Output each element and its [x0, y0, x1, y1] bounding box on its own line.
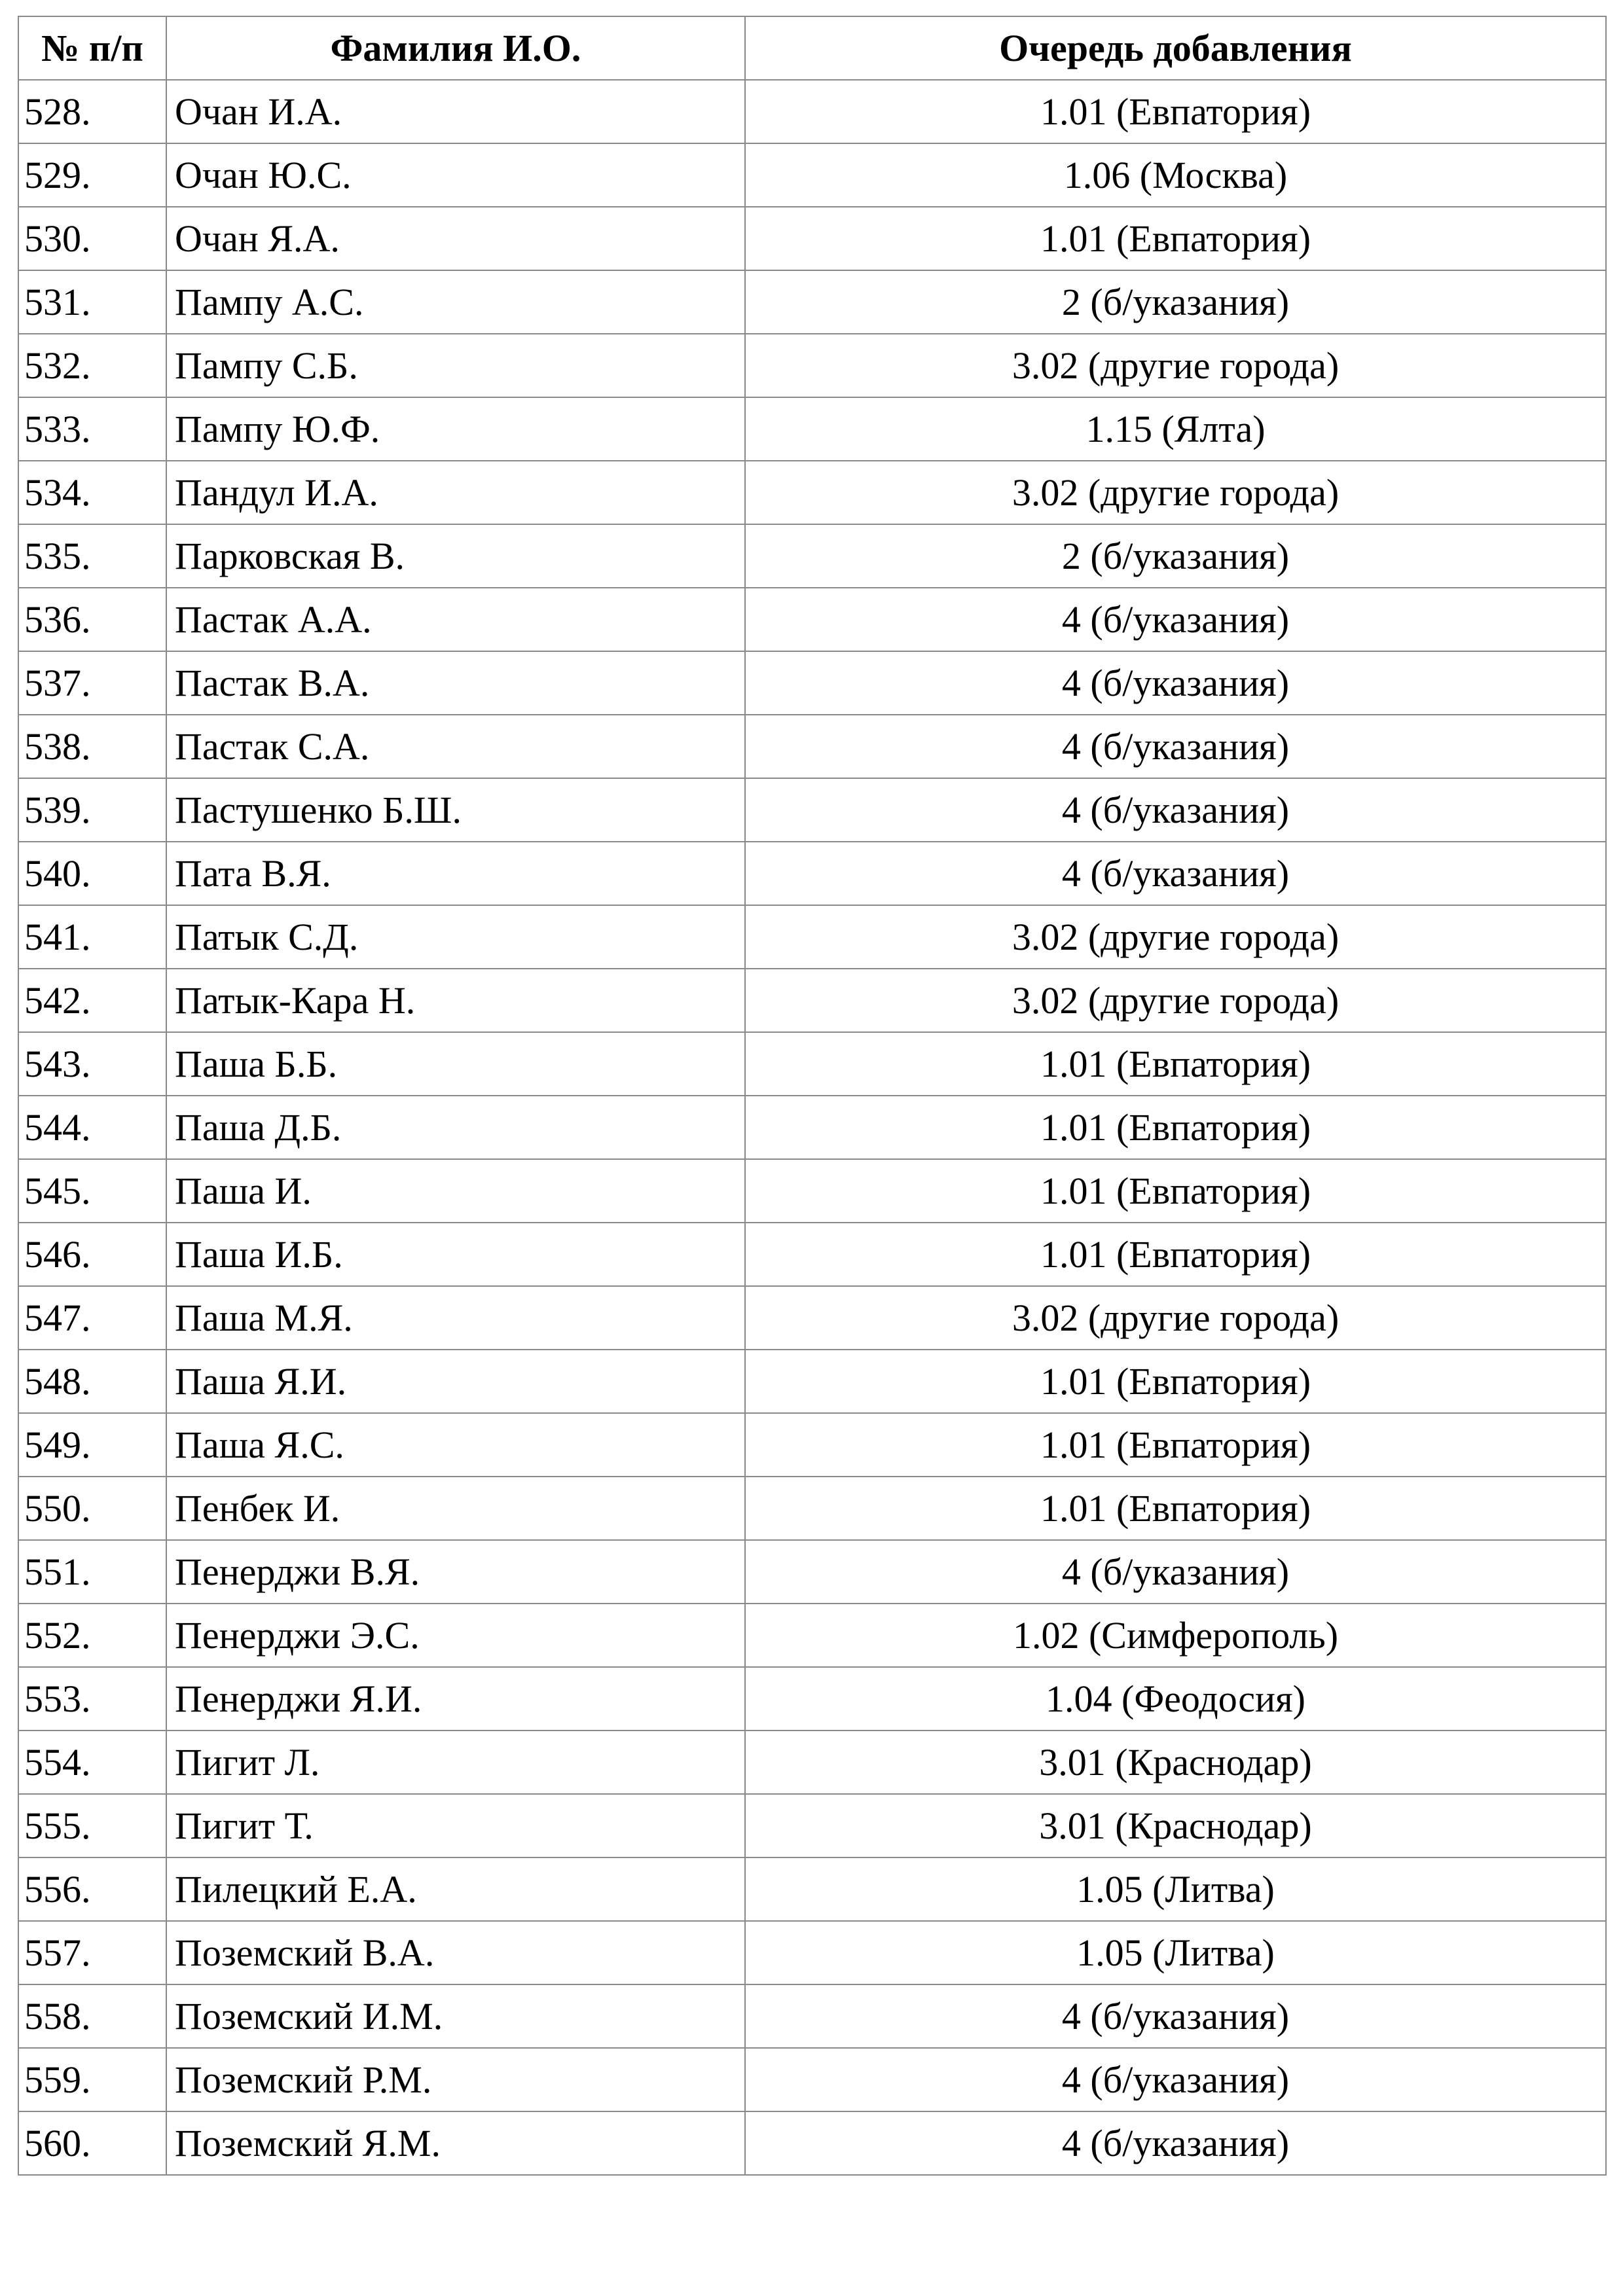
row-name-cell: Очан Ю.С. [166, 143, 745, 207]
row-number-cell: 530. [18, 207, 166, 270]
registry-table [18, 16, 1607, 2176]
row-queue-cell: 1.01 (Евпатория) [745, 1159, 1606, 1223]
row-name-cell: Пата В.Я. [166, 842, 745, 905]
row-queue-cell: 4 (б/указания) [745, 651, 1606, 715]
row-number-cell: 546. [18, 1223, 166, 1286]
row-name-cell: Парковская В. [166, 524, 745, 588]
table-row [18, 715, 1606, 778]
table-row [18, 1667, 1606, 1731]
row-name-cell: Пенерджи В.Я. [166, 1540, 745, 1604]
row-name-cell: Пандул И.А. [166, 461, 745, 524]
row-name-cell: Очан Я.А. [166, 207, 745, 270]
table-body [18, 80, 1606, 2175]
row-number-cell: 560. [18, 2111, 166, 2175]
table-row [18, 2111, 1606, 2175]
row-name-cell: Поземский Я.М. [166, 2111, 745, 2175]
row-number-cell: 559. [18, 2048, 166, 2111]
table-row [18, 905, 1606, 969]
row-name-cell: Поземский И.М. [166, 1984, 745, 2048]
row-number-cell: 531. [18, 270, 166, 334]
table-row [18, 2048, 1606, 2111]
row-queue-cell: 1.15 (Ялта) [745, 397, 1606, 461]
row-number-cell: 545. [18, 1159, 166, 1223]
row-number-cell: 537. [18, 651, 166, 715]
row-name-cell: Пенерджи Э.С. [166, 1604, 745, 1667]
row-number-cell: 554. [18, 1731, 166, 1794]
row-name-cell: Паша Я.И. [166, 1350, 745, 1413]
row-queue-cell: 1.01 (Евпатория) [745, 1032, 1606, 1096]
row-name-cell: Пастак В.А. [166, 651, 745, 715]
row-name-cell: Паша Д.Б. [166, 1096, 745, 1159]
row-number-cell: 528. [18, 80, 166, 143]
row-queue-cell: 1.01 (Евпатория) [745, 207, 1606, 270]
row-number-cell: 553. [18, 1667, 166, 1731]
row-queue-cell: 4 (б/указания) [745, 1540, 1606, 1604]
row-number-cell: 544. [18, 1096, 166, 1159]
row-queue-cell: 4 (б/указания) [745, 2111, 1606, 2175]
row-queue-cell: 1.01 (Евпатория) [745, 1096, 1606, 1159]
row-queue-cell: 2 (б/указания) [745, 524, 1606, 588]
row-number-cell: 551. [18, 1540, 166, 1604]
table-row [18, 1096, 1606, 1159]
table-row [18, 1984, 1606, 2048]
table-row [18, 1223, 1606, 1286]
column-header-queue: Очередь добавления [745, 16, 1606, 80]
row-number-cell: 547. [18, 1286, 166, 1350]
row-queue-cell: 1.06 (Москва) [745, 143, 1606, 207]
table-row [18, 969, 1606, 1032]
row-number-cell: 540. [18, 842, 166, 905]
row-queue-cell: 3.02 (другие города) [745, 461, 1606, 524]
header-row [18, 16, 1606, 80]
table-row [18, 1921, 1606, 1984]
row-queue-cell: 4 (б/указания) [745, 842, 1606, 905]
column-header-name: Фамилия И.О. [166, 16, 745, 80]
row-name-cell: Патык С.Д. [166, 905, 745, 969]
table-row [18, 1286, 1606, 1350]
row-queue-cell: 1.01 (Евпатория) [745, 1477, 1606, 1540]
row-number-cell: 529. [18, 143, 166, 207]
table-row [18, 1604, 1606, 1667]
row-name-cell: Поземский Р.М. [166, 2048, 745, 2111]
table-row [18, 1159, 1606, 1223]
table-row [18, 1350, 1606, 1413]
row-number-cell: 557. [18, 1921, 166, 1984]
row-queue-cell: 1.04 (Феодосия) [745, 1667, 1606, 1731]
row-queue-cell: 1.05 (Литва) [745, 1857, 1606, 1921]
row-number-cell: 539. [18, 778, 166, 842]
table-row [18, 1540, 1606, 1604]
table-row [18, 1794, 1606, 1857]
table-row [18, 207, 1606, 270]
row-name-cell: Пампу А.С. [166, 270, 745, 334]
row-number-cell: 558. [18, 1984, 166, 2048]
row-number-cell: 534. [18, 461, 166, 524]
row-queue-cell: 3.01 (Краснодар) [745, 1794, 1606, 1857]
table-row [18, 1731, 1606, 1794]
row-queue-cell: 3.02 (другие города) [745, 969, 1606, 1032]
table-row [18, 1857, 1606, 1921]
row-name-cell: Пигит Т. [166, 1794, 745, 1857]
row-name-cell: Пенбек И. [166, 1477, 745, 1540]
row-queue-cell: 3.02 (другие города) [745, 334, 1606, 397]
row-number-cell: 549. [18, 1413, 166, 1477]
row-name-cell: Пилецкий Е.А. [166, 1857, 745, 1921]
row-name-cell: Пенерджи Я.И. [166, 1667, 745, 1731]
row-name-cell: Паша И. [166, 1159, 745, 1223]
table-row [18, 1032, 1606, 1096]
row-number-cell: 532. [18, 334, 166, 397]
row-queue-cell: 4 (б/указания) [745, 715, 1606, 778]
row-queue-cell: 3.02 (другие города) [745, 1286, 1606, 1350]
table-row [18, 461, 1606, 524]
row-number-cell: 552. [18, 1604, 166, 1667]
row-number-cell: 556. [18, 1857, 166, 1921]
row-queue-cell: 4 (б/указания) [745, 588, 1606, 651]
row-queue-cell: 3.01 (Краснодар) [745, 1731, 1606, 1794]
row-name-cell: Очан И.А. [166, 80, 745, 143]
row-queue-cell: 1.05 (Литва) [745, 1921, 1606, 1984]
row-name-cell: Пастак С.А. [166, 715, 745, 778]
row-number-cell: 535. [18, 524, 166, 588]
table-row [18, 143, 1606, 207]
row-name-cell: Паша Я.С. [166, 1413, 745, 1477]
row-number-cell: 550. [18, 1477, 166, 1540]
row-queue-cell: 4 (б/указания) [745, 1984, 1606, 2048]
table-row [18, 524, 1606, 588]
row-name-cell: Пастак А.А. [166, 588, 745, 651]
table-row [18, 1477, 1606, 1540]
row-queue-cell: 1.01 (Евпатория) [745, 1223, 1606, 1286]
row-number-cell: 542. [18, 969, 166, 1032]
table-row [18, 334, 1606, 397]
row-name-cell: Пампу Ю.Ф. [166, 397, 745, 461]
row-number-cell: 538. [18, 715, 166, 778]
row-name-cell: Паша Б.Б. [166, 1032, 745, 1096]
row-queue-cell: 3.02 (другие города) [745, 905, 1606, 969]
row-number-cell: 533. [18, 397, 166, 461]
row-name-cell: Поземский В.А. [166, 1921, 745, 1984]
row-queue-cell: 4 (б/указания) [745, 778, 1606, 842]
row-number-cell: 555. [18, 1794, 166, 1857]
row-queue-cell: 1.01 (Евпатория) [745, 80, 1606, 143]
row-number-cell: 543. [18, 1032, 166, 1096]
table-row [18, 778, 1606, 842]
table-row [18, 397, 1606, 461]
row-number-cell: 536. [18, 588, 166, 651]
column-header-number: № п/п [18, 16, 166, 80]
row-queue-cell: 1.02 (Симферополь) [745, 1604, 1606, 1667]
row-name-cell: Пигит Л. [166, 1731, 745, 1794]
table-row [18, 842, 1606, 905]
table-row [18, 80, 1606, 143]
row-queue-cell: 1.01 (Евпатория) [745, 1350, 1606, 1413]
row-queue-cell: 4 (б/указания) [745, 2048, 1606, 2111]
table-row [18, 1413, 1606, 1477]
row-queue-cell: 2 (б/указания) [745, 270, 1606, 334]
table-row [18, 651, 1606, 715]
table-row [18, 270, 1606, 334]
table-row [18, 588, 1606, 651]
row-name-cell: Паша И.Б. [166, 1223, 745, 1286]
row-name-cell: Пампу С.Б. [166, 334, 745, 397]
row-queue-cell: 1.01 (Евпатория) [745, 1413, 1606, 1477]
row-name-cell: Патык-Кара Н. [166, 969, 745, 1032]
row-number-cell: 548. [18, 1350, 166, 1413]
row-name-cell: Паша М.Я. [166, 1286, 745, 1350]
row-name-cell: Пастушенко Б.Ш. [166, 778, 745, 842]
row-number-cell: 541. [18, 905, 166, 969]
